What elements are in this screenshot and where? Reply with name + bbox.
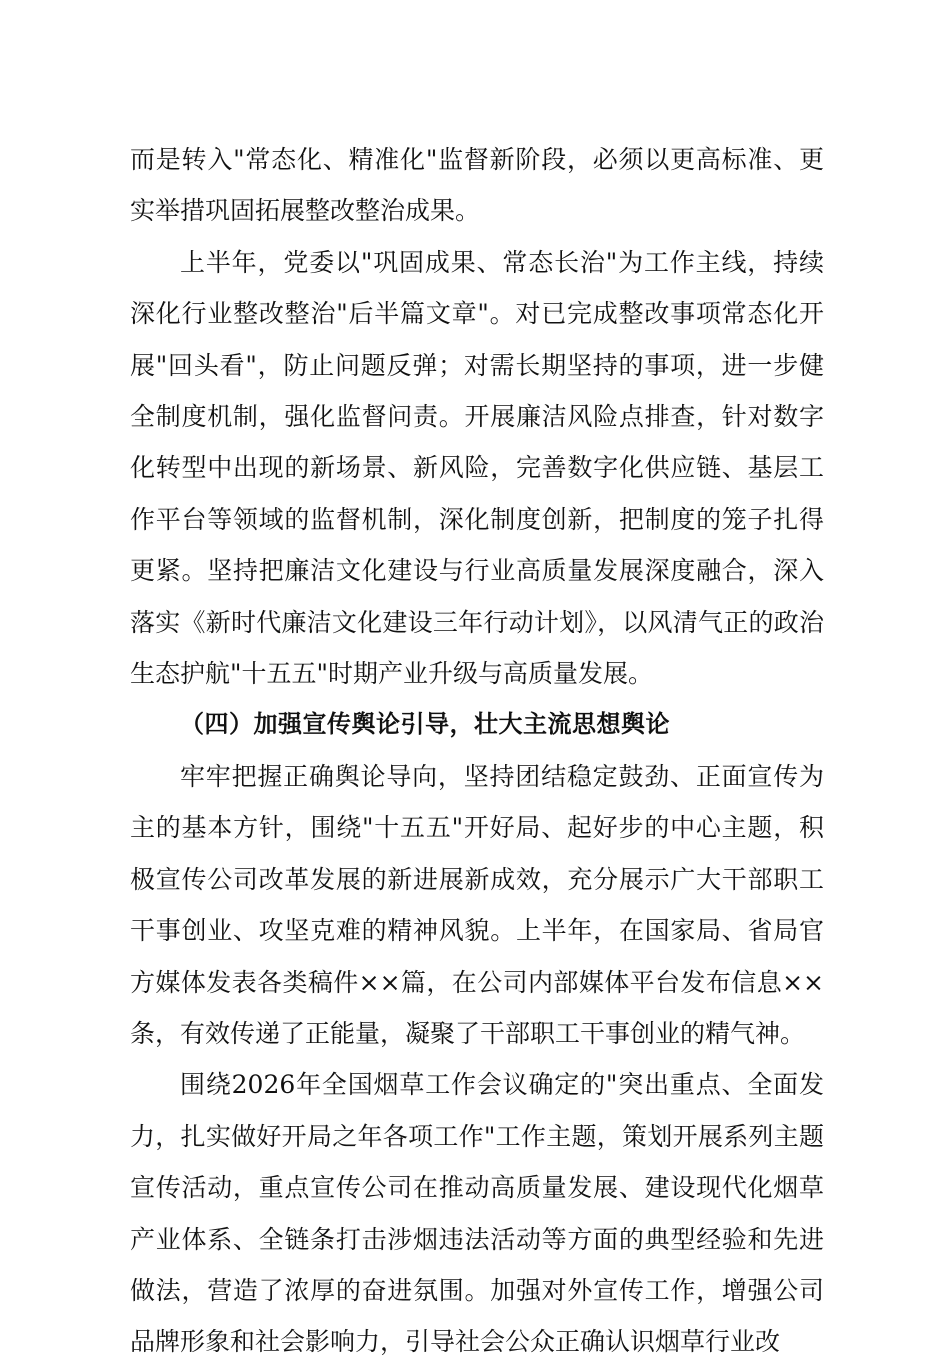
- paragraph-continuation: 而是转入"常态化、精准化"监督新阶段，必须以更高标准、更实举措巩固拓展整改整治成果。: [130, 145, 824, 226]
- paragraph-first-half-rectification: 上半年，党委以"巩固成果、常态长治"为工作主线，持续深化行业整改整治"后半篇文章"。对已完成整改事项常态化开展"回头看"，防止问题反弹；对需长期坚持的事项，进一步健全制度机制，强化监督问责。开展廉洁风险点排查，针对数字化转型中出现的新场景、新风险，完善数字化供应链、基层工作平台等领域的监督机制，深化制度创新，把制度的笼子扎得更紧。坚持把廉洁文化建设与行业高质量发展深度融合，深入落实《新时代廉洁文化建设三年行动计划》，以风清气正的政治生态护航"十五五"时期产业升级与高质量发展。: [130, 247, 824, 689]
- paragraph-theme-publicity: 围绕2026年全国烟草工作会议确定的"突出重点、全面发力，扎实做好开局之年各项工作"工作主题，策划开展系列主题宣传活动，重点宣传公司在推动高质量发展、建设现代化烟草产业体系、全链条打击涉烟违法活动等方面的典型经验和先进做法，营造了浓厚的奋进氛围。加强对外宣传工作，增强公司品牌形象和社会影响力，引导社会公众正确认识烟草行业改: [130, 1070, 824, 1357]
- paragraph-public-opinion: 牢牢把握正确舆论导向，坚持团结稳定鼓劲、正面宣传为主的基本方针，围绕"十五五"开好局、起好步的中心主题，积极宣传公司改革发展的新进展新成效，充分展示广大干部职工干事创业、攻坚克难的精神风貌。上半年，在国家局、省局官方媒体发表各类稿件××篇，在公司内部媒体平台发布信息××条，有效传递了正能量，凝聚了干部职工干事创业的精气神。: [130, 761, 824, 1048]
- section-heading-publicity: （四）加强宣传舆论引导，壮大主流思想舆论: [180, 710, 670, 739]
- document-body: [130, 134, 824, 1368]
